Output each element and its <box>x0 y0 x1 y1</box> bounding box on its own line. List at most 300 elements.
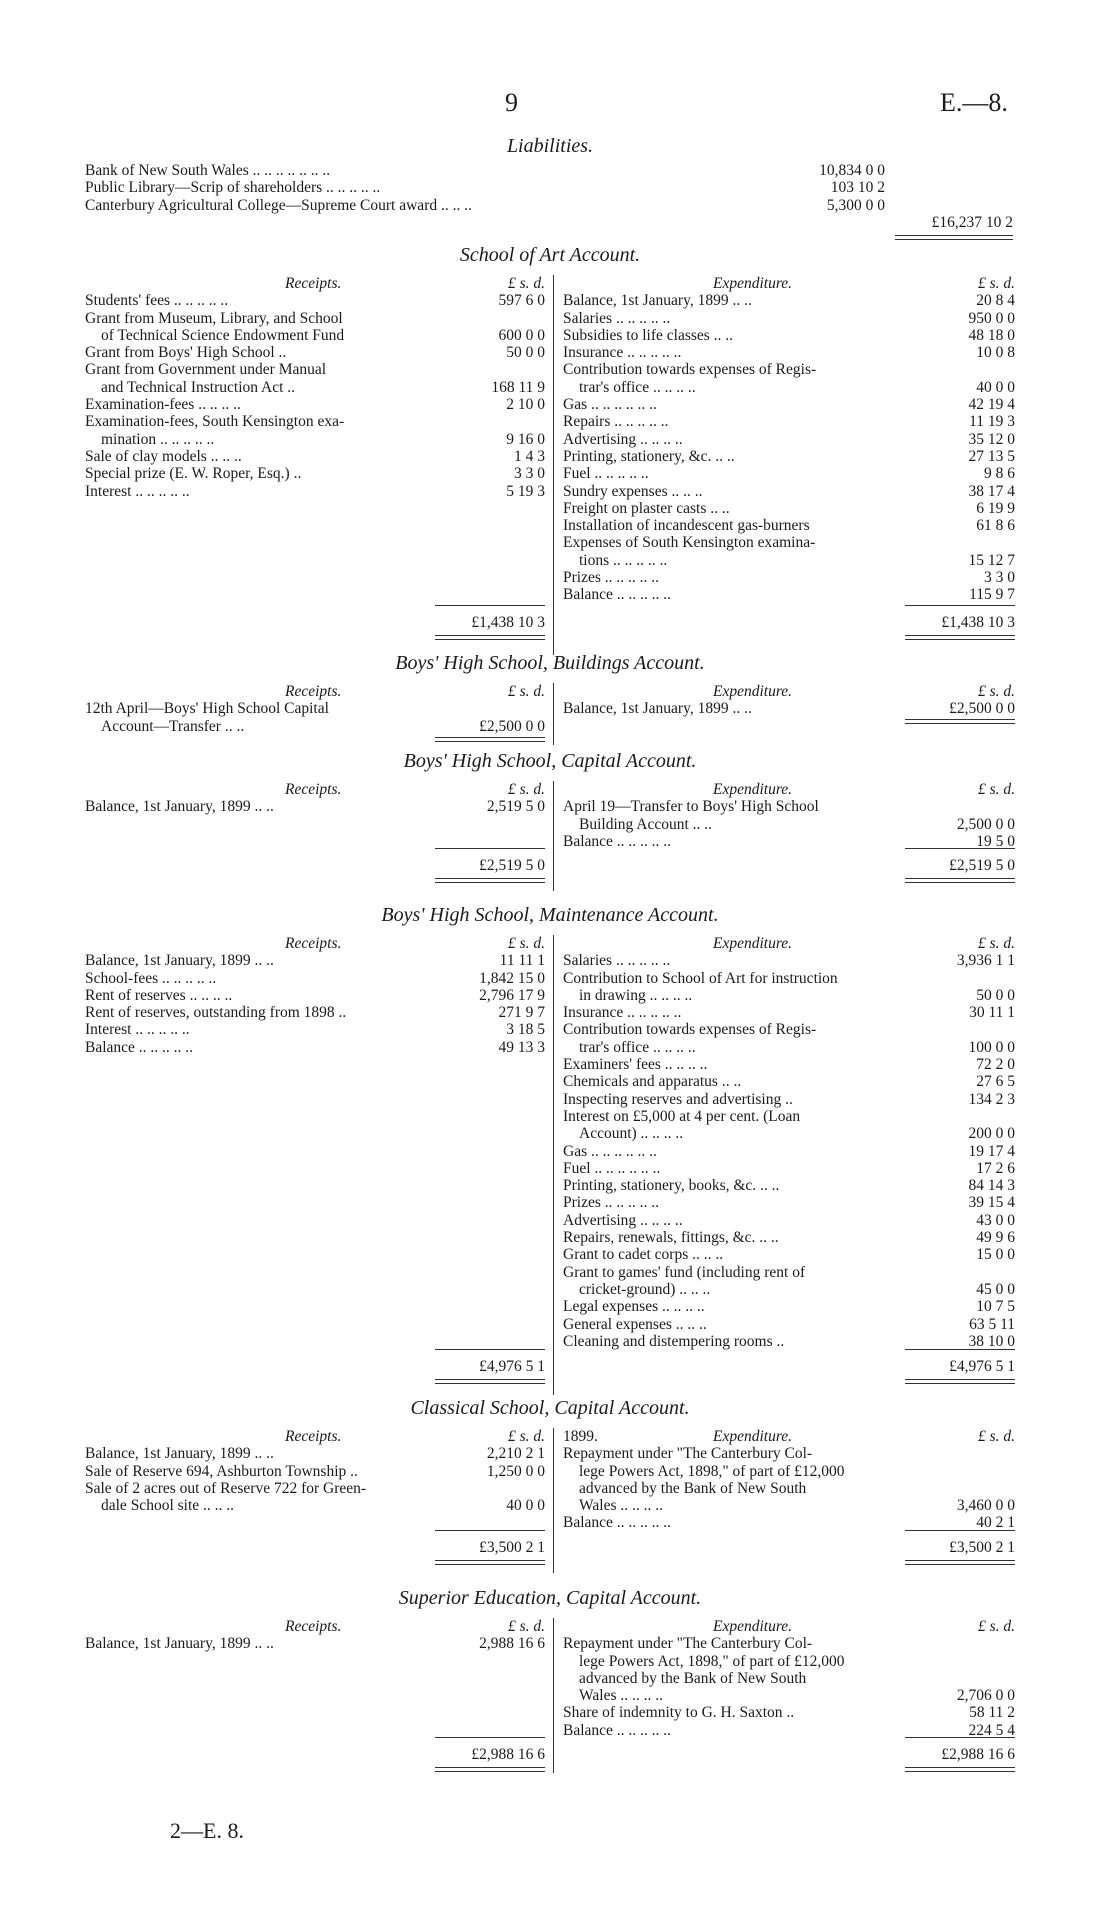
superior-education-receipts <box>85 1618 545 1653</box>
row-amount: 2,500 0 0 <box>956 815 1015 833</box>
row-amount: 271 9 7 <box>498 1004 545 1022</box>
expenditure-header: Expenditure. <box>713 1428 793 1445</box>
row-label: Freight on plaster casts .. .. <box>563 499 730 517</box>
row-label: Balance, 1st January, 1899 .. .. <box>85 1635 274 1653</box>
row-amount: 27 6 5 <box>976 1073 1015 1091</box>
boys-capital-expenditure-total <box>905 848 1015 883</box>
table-row <box>85 970 545 987</box>
boys-maintenance-receipts-total <box>435 1349 545 1384</box>
row-amount: 9 16 0 <box>506 430 545 448</box>
classical-capital-receipts <box>85 1428 545 1514</box>
row-label: School-fees .. .. .. .. .. <box>85 969 217 987</box>
row-label: Fuel .. .. .. .. .. .. <box>563 1159 661 1177</box>
row-label: lege Powers Act, 1898," of part of £12,000 <box>579 1652 845 1670</box>
table-row <box>563 310 1015 327</box>
table-row <box>563 1160 1015 1177</box>
row-amount: 49 9 6 <box>976 1229 1015 1247</box>
row-label: Advertising .. .. .. .. <box>563 1211 683 1229</box>
table-row <box>563 552 1015 569</box>
row-label: Examiners' fees .. .. .. .. <box>563 1056 708 1074</box>
boys-capital-receipts-total <box>435 848 545 883</box>
superior-education-title: Superior Education, Capital Account. <box>398 1587 702 1609</box>
table-row <box>563 816 1015 833</box>
superior-education-expenditure-total <box>905 1737 1015 1772</box>
table-row <box>563 1463 1015 1480</box>
classical-capital-section <box>85 1397 1015 1575</box>
row-label: Advertising .. .. .. .. <box>563 430 683 448</box>
row-amount: 100 0 0 <box>968 1038 1015 1056</box>
row-amount: 600 0 0 <box>498 326 545 344</box>
money-header: £ s. d. <box>507 275 545 292</box>
total-value: £4,976 5 1 <box>479 1358 545 1375</box>
row-amount: 58 11 2 <box>969 1704 1015 1722</box>
row-amount: 5 19 3 <box>506 482 545 500</box>
table-row <box>563 465 1015 482</box>
boys-capital-section <box>85 750 1015 893</box>
table-row <box>563 1091 1015 1108</box>
row-amount: 43 0 0 <box>976 1211 1015 1229</box>
table-row <box>563 1039 1015 1056</box>
table-row <box>85 431 545 448</box>
row-amount: 72 2 0 <box>976 1056 1015 1074</box>
table-row <box>563 1635 1015 1652</box>
table-row <box>85 718 545 735</box>
row-amount: 11 11 1 <box>499 952 545 970</box>
row-label: Salaries .. .. .. .. .. <box>563 952 671 970</box>
row-label: Share of indemnity to G. H. Saxton .. <box>563 1704 795 1722</box>
row-amount: 2,210 2 1 <box>486 1445 545 1463</box>
row-amount: 40 0 0 <box>506 1497 545 1515</box>
receipts-header: Receipts. <box>285 1428 342 1445</box>
row-amount: 2,706 0 0 <box>956 1687 1015 1705</box>
table-row <box>563 1670 1015 1687</box>
receipts-header: Receipts. <box>285 1618 342 1635</box>
row-label: Printing, stationery, books, &c. .. .. <box>563 1177 780 1195</box>
row-amount: 39 15 4 <box>968 1194 1015 1212</box>
row-label: in drawing .. .. .. .. <box>579 986 693 1004</box>
row-label: Insurance .. .. .. .. .. <box>563 344 682 362</box>
row-amount: 6 19 9 <box>976 499 1015 517</box>
table-row <box>563 1073 1015 1090</box>
superior-education-receipts-total <box>435 1737 545 1772</box>
row-label: Repairs, renewals, fittings, &c. .. .. <box>563 1229 779 1247</box>
row-label: Balance .. .. .. .. .. <box>563 1721 672 1739</box>
table-row <box>563 379 1015 396</box>
row-label: Insurance .. .. .. .. .. <box>563 1004 682 1022</box>
row-label: Legal expenses .. .. .. .. <box>563 1298 705 1316</box>
table-row <box>563 1177 1015 1194</box>
row-label: Grant to games' fund (including rent of <box>563 1263 806 1281</box>
liabilities-section <box>85 135 1015 233</box>
row-amount: 10 0 8 <box>976 344 1015 362</box>
row-label: of Technical Science Endowment Fund <box>101 326 345 344</box>
table-row <box>563 1004 1015 1021</box>
row-amount: 2,988 16 6 <box>479 1635 545 1653</box>
table-row <box>563 517 1015 534</box>
money-header: £ s. d. <box>977 1618 1015 1635</box>
school-of-art-expenditure-total <box>905 605 1015 640</box>
row-label: Sale of clay models .. .. .. <box>85 447 242 465</box>
row-label: Wales .. .. .. .. <box>579 1497 663 1515</box>
row-amount: 5,300 0 0 <box>826 196 885 214</box>
table-row <box>85 413 545 430</box>
row-label: Balance, 1st January, 1899 .. .. <box>85 952 274 970</box>
row-amount: 40 0 0 <box>976 378 1015 396</box>
table-row <box>563 1497 1015 1514</box>
row-label: April 19—Transfer to Boys' High School <box>563 798 819 816</box>
row-label: Sale of Reserve 694, Ashburton Township .. <box>85 1462 358 1480</box>
row-amount: 3 3 0 <box>984 569 1015 587</box>
row-label: lege Powers Act, 1898," of part of £12,000 <box>579 1462 845 1480</box>
row-amount: 950 0 0 <box>968 309 1015 327</box>
receipts-header: Receipts. <box>285 781 342 798</box>
row-label: trar's office .. .. .. .. <box>579 378 696 396</box>
school-of-art-expenditure <box>563 275 1015 604</box>
total-value: £1,438 10 3 <box>471 614 545 631</box>
money-header: £ s. d. <box>507 683 545 700</box>
boys-maintenance-expenditure <box>563 935 1015 1350</box>
total-value: £1,438 10 3 <box>941 614 1015 631</box>
row-label: Grant from Museum, Library, and School <box>85 309 343 327</box>
boys-buildings-title: Boys' High School, Buildings Account. <box>395 652 705 674</box>
table-row <box>85 1463 545 1480</box>
table-row <box>563 413 1015 430</box>
row-amount: 2 10 0 <box>506 396 545 414</box>
row-amount: 45 0 0 <box>976 1280 1015 1298</box>
table-row <box>85 1497 545 1514</box>
boys-capital-receipts <box>85 781 545 816</box>
boys-buildings-receipts <box>85 683 545 735</box>
row-amount: 19 5 0 <box>976 832 1015 850</box>
row-amount: 11 19 3 <box>969 413 1015 431</box>
row-label: Subsidies to life classes .. .. <box>563 326 734 344</box>
table-row <box>85 1004 545 1021</box>
money-header: £ s. d. <box>507 1618 545 1635</box>
row-amount: 2,519 5 0 <box>486 798 545 816</box>
table-row <box>85 1635 545 1652</box>
row-amount: 42 19 4 <box>968 396 1015 414</box>
table-row <box>563 1021 1015 1038</box>
row-label: advanced by the Bank of New South <box>579 1479 807 1497</box>
row-label: advanced by the Bank of New South <box>579 1669 807 1687</box>
total-value: £4,976 5 1 <box>949 1358 1015 1375</box>
row-label: Salaries .. .. .. .. .. <box>563 309 671 327</box>
row-amount: 40 2 1 <box>976 1514 1015 1532</box>
row-label: Balance, 1st January, 1899 .. .. <box>563 292 752 310</box>
classical-capital-receipts-total <box>435 1530 545 1565</box>
table-row <box>85 1021 545 1038</box>
row-label: Canterbury Agricultural College—Supreme Court award .. .. .. <box>85 196 472 214</box>
table-row <box>563 1264 1015 1281</box>
row-amount: 3,460 0 0 <box>956 1497 1015 1515</box>
table-row <box>563 1298 1015 1315</box>
row-label: Sale of 2 acres out of Reserve 722 for Green- <box>85 1479 367 1497</box>
row-amount: 19 17 4 <box>968 1142 1015 1160</box>
money-header: £ s. d. <box>507 1428 545 1445</box>
row-amount: 597 6 0 <box>498 292 545 310</box>
table-row <box>563 500 1015 517</box>
row-label: Expenses of South Kensington examina- <box>563 534 816 552</box>
table-row <box>563 1333 1015 1350</box>
money-header: £ s. d. <box>977 781 1015 798</box>
row-amount: 63 5 11 <box>969 1315 1015 1333</box>
boys-capital-title: Boys' High School, Capital Account. <box>403 750 697 772</box>
row-amount: 168 11 9 <box>491 378 545 396</box>
row-label: tions .. .. .. .. .. <box>579 551 668 569</box>
row-amount: 20 8 4 <box>976 292 1015 310</box>
table-row <box>563 586 1015 603</box>
row-label: Account—Transfer .. .. <box>101 717 245 735</box>
money-header: £ s. d. <box>977 1428 1015 1445</box>
row-amount: 10,834 0 0 <box>819 162 885 179</box>
table-row <box>563 534 1015 551</box>
year-label: 1899. <box>563 1428 598 1445</box>
page-number: 9 <box>505 88 518 117</box>
row-label: Examination-fees .. .. .. .. <box>85 396 241 414</box>
row-label: Sundry expenses .. .. .. <box>563 482 703 500</box>
row-label: Contribution towards expenses of Regis- <box>563 361 817 379</box>
row-label: Grant from Boys' High School .. <box>85 344 287 362</box>
row-amount: 27 13 5 <box>968 447 1015 465</box>
table-row <box>563 1194 1015 1211</box>
row-label: Balance, 1st January, 1899 .. .. <box>85 1445 274 1463</box>
table-row <box>85 1445 545 1462</box>
row-label: Rent of reserves, outstanding from 1898 .. <box>85 1004 347 1022</box>
row-amount: 115 9 7 <box>969 586 1015 604</box>
row-amount: 15 0 0 <box>976 1246 1015 1264</box>
row-label: Repayment under "The Canterbury Col- <box>563 1445 813 1463</box>
table-row <box>85 465 545 482</box>
table-row <box>85 179 885 196</box>
expenditure-header: Expenditure. <box>713 275 793 292</box>
row-label: Wales .. .. .. .. <box>579 1687 663 1705</box>
receipts-header: Receipts. <box>285 275 342 292</box>
table-row <box>85 292 545 309</box>
row-amount: 10 7 5 <box>976 1298 1015 1316</box>
row-label: Account) .. .. .. .. <box>579 1125 684 1143</box>
table-row <box>563 327 1015 344</box>
liabilities-total-value: £16,237 10 2 <box>931 214 1013 231</box>
receipts-header: Receipts. <box>285 683 342 700</box>
row-amount: 1,842 15 0 <box>479 969 545 987</box>
liabilities-list <box>85 162 885 214</box>
table-row <box>563 1229 1015 1246</box>
table-row <box>85 361 545 378</box>
row-label: Grant to cadet corps .. .. .. <box>563 1246 724 1264</box>
row-label: Building Account .. .. <box>579 815 713 833</box>
row-label: Printing, stationery, &c. .. .. <box>563 447 735 465</box>
total-value: £2,519 5 0 <box>479 857 545 874</box>
row-label: mination .. .. .. .. .. <box>101 430 215 448</box>
money-header: £ s. d. <box>977 683 1015 700</box>
row-amount: 3 18 5 <box>506 1021 545 1039</box>
boys-buildings-section <box>85 652 1015 750</box>
row-label: Balance .. .. .. .. .. <box>563 586 672 604</box>
table-row <box>563 1056 1015 1073</box>
table-row <box>85 379 545 396</box>
school-of-art-receipts <box>85 275 545 500</box>
row-label: Interest on £5,000 at 4 per cent. (Loan <box>563 1107 801 1125</box>
row-label: Balance, 1st January, 1899 .. .. <box>85 798 274 816</box>
row-label: Installation of incandescent gas-burners <box>563 517 810 535</box>
table-row <box>563 1143 1015 1160</box>
row-label: Examination-fees, South Kensington exa- <box>85 413 345 431</box>
table-row <box>85 162 885 179</box>
row-label: 12th April—Boys' High School Capital <box>85 700 329 718</box>
table-row <box>563 344 1015 361</box>
total-value: £2,988 16 6 <box>471 1746 545 1763</box>
table-row <box>85 344 545 361</box>
row-label: cricket-ground) .. .. .. <box>579 1280 711 1298</box>
table-row <box>563 431 1015 448</box>
row-amount: 2,796 17 9 <box>479 986 545 1004</box>
boys-buildings-expenditure <box>563 683 1015 718</box>
receipts-header: Receipts. <box>285 935 342 952</box>
row-label: Bank of New South Wales .. .. .. .. .. .. .. <box>85 162 331 179</box>
table-row <box>563 1653 1015 1670</box>
table-row <box>563 1704 1015 1721</box>
money-header: £ s. d. <box>977 275 1015 292</box>
table-row <box>85 700 545 717</box>
row-label: trar's office .. .. .. .. <box>579 1038 696 1056</box>
table-row <box>85 448 545 465</box>
page-reference: E.—8. <box>940 88 1008 117</box>
table-row <box>85 1480 545 1497</box>
table-row <box>563 483 1015 500</box>
row-label: Cleaning and distempering rooms .. <box>563 1332 785 1350</box>
classical-capital-title: Classical School, Capital Account. <box>410 1397 690 1419</box>
boys-capital-expenditure <box>563 781 1015 850</box>
superior-education-expenditure <box>563 1618 1015 1739</box>
superior-education-section <box>85 1587 1015 1775</box>
table-row <box>563 987 1015 1004</box>
row-label: Balance .. .. .. .. .. <box>563 832 672 850</box>
table-row <box>85 310 545 327</box>
classical-capital-expenditure-total <box>905 1530 1015 1565</box>
money-header: £ s. d. <box>507 781 545 798</box>
row-amount: 3 3 0 <box>514 465 545 483</box>
row-label: Prizes .. .. .. .. .. <box>563 1194 660 1212</box>
table-row <box>85 396 545 413</box>
row-label: Interest .. .. .. .. .. <box>85 1021 190 1039</box>
row-label: Gas .. .. .. .. .. .. <box>563 1142 657 1160</box>
table-row <box>563 798 1015 815</box>
row-amount: 103 10 2 <box>830 179 885 197</box>
row-label: Repayment under "The Canterbury Col- <box>563 1635 813 1653</box>
row-label: Grant from Government under Manual <box>85 361 327 379</box>
total-value: £3,500 2 1 <box>949 1539 1015 1556</box>
table-row <box>563 1445 1015 1462</box>
row-amount: 35 12 0 <box>968 430 1015 448</box>
table-row <box>563 1281 1015 1298</box>
table-row <box>563 292 1015 309</box>
school-of-art-section <box>85 244 1015 657</box>
row-amount: 84 14 3 <box>968 1177 1015 1195</box>
row-amount: 134 2 3 <box>968 1090 1015 1108</box>
row-amount: 3,936 1 1 <box>956 952 1015 970</box>
row-label: Gas .. .. .. .. .. .. <box>563 396 657 414</box>
table-row <box>85 987 545 1004</box>
school-of-art-receipts-total <box>435 605 545 640</box>
table-row <box>85 483 545 500</box>
table-row <box>563 700 1015 717</box>
row-amount: 30 11 1 <box>969 1004 1015 1022</box>
row-amount: 48 18 0 <box>968 326 1015 344</box>
table-row <box>85 197 885 214</box>
table-row <box>563 361 1015 378</box>
table-row <box>563 1687 1015 1704</box>
row-amount: 49 13 3 <box>498 1038 545 1056</box>
total-value: £3,500 2 1 <box>479 1539 545 1556</box>
table-row <box>563 1480 1015 1497</box>
row-amount: 200 0 0 <box>968 1125 1015 1143</box>
footer-reference: 2—E. 8. <box>170 1818 244 1843</box>
row-label: Balance .. .. .. .. .. <box>85 1038 194 1056</box>
row-label: Contribution towards expenses of Regis- <box>563 1021 817 1039</box>
boys-maintenance-section <box>85 904 1015 1397</box>
row-label: Repairs .. .. .. .. .. <box>563 413 669 431</box>
table-row <box>563 970 1015 987</box>
row-label: Public Library—Scrip of shareholders .. .. .. .. .. <box>85 179 381 197</box>
row-label: Interest .. .. .. .. .. <box>85 482 190 500</box>
row-amount: 17 2 6 <box>976 1159 1015 1177</box>
table-row <box>563 569 1015 586</box>
row-label: Balance, 1st January, 1899 .. .. <box>563 700 752 718</box>
row-amount: 224 5 4 <box>968 1721 1015 1739</box>
expenditure-header: Expenditure. <box>713 781 793 798</box>
row-amount: 38 17 4 <box>968 482 1015 500</box>
table-row <box>85 798 545 815</box>
table-row <box>85 952 545 969</box>
row-label: dale School site .. .. .. <box>101 1497 235 1515</box>
row-label: Contribution to School of Art for instruction <box>563 969 838 987</box>
table-row <box>85 1039 545 1056</box>
table-row <box>563 952 1015 969</box>
row-amount: 38 10 0 <box>968 1332 1015 1350</box>
expenditure-header: Expenditure. <box>713 683 793 700</box>
row-amount: £2,500 0 0 <box>949 700 1015 718</box>
row-label: Inspecting reserves and advertising .. <box>563 1090 793 1108</box>
money-header: £ s. d. <box>507 935 545 952</box>
total-value: £2,519 5 0 <box>949 857 1015 874</box>
expenditure-header: Expenditure. <box>713 1618 793 1635</box>
table-row <box>563 1212 1015 1229</box>
row-label: Fuel .. .. .. .. .. <box>563 465 649 483</box>
table-row <box>563 1246 1015 1263</box>
table-row <box>85 327 545 344</box>
row-label: Rent of reserves .. .. .. .. <box>85 986 233 1004</box>
table-row <box>563 1316 1015 1333</box>
row-label: General expenses .. .. .. <box>563 1315 707 1333</box>
table-row <box>563 448 1015 465</box>
row-label: Special prize (E. W. Roper, Esq.) .. <box>85 465 302 483</box>
row-label: Students' fees .. .. .. .. .. <box>85 292 229 310</box>
row-amount: 9 8 6 <box>984 465 1015 483</box>
table-row <box>563 396 1015 413</box>
liabilities-total <box>895 214 1013 240</box>
expenditure-header: Expenditure. <box>713 935 793 952</box>
boys-maintenance-receipts <box>85 935 545 1056</box>
row-amount: 1,250 0 0 <box>486 1462 545 1480</box>
row-label: Balance .. .. .. .. .. <box>563 1514 672 1532</box>
liabilities-title: Liabilities. <box>506 135 594 157</box>
row-label: and Technical Instruction Act .. <box>101 378 296 396</box>
boys-maintenance-expenditure-total <box>905 1349 1015 1384</box>
row-amount: £2,500 0 0 <box>479 717 545 735</box>
row-amount: 15 12 7 <box>968 551 1015 569</box>
row-amount: 61 8 6 <box>976 517 1015 535</box>
table-row <box>563 1125 1015 1142</box>
